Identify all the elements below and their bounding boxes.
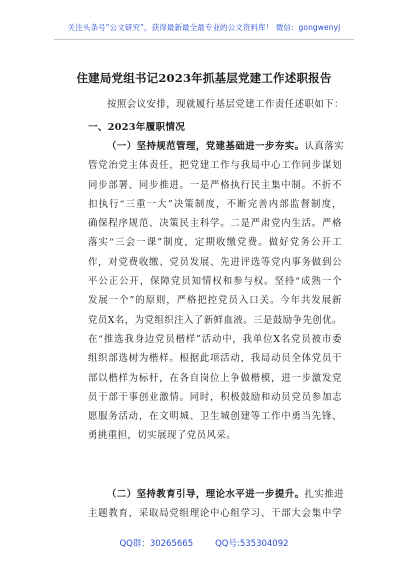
subsection-1-line: 同步部署、同步推进。一是严格执行民主集中制。不折不 [88, 179, 342, 191]
subsection-1-paragraph [88, 137, 345, 446]
document-title: 住建局党组书记2023年抓基层党建工作述职报告 [76, 71, 332, 85]
footer-qq-number: QQ号:535304092 [215, 539, 289, 549]
subsection-1-line: 勇挑重担，切实展现了党员风采。 [88, 430, 237, 442]
subsection-1-line: 部以楷样为标杆，在各自岗位上争做楷模，进一步激发党 [88, 372, 342, 384]
subsection-1-line: 落实“三会一课”制度，定期收缴党费。做好党务公开工 [88, 237, 342, 249]
subsection-1-line: 发展一个”的原则，严格把控党员入口关。今年共发展新 [88, 295, 342, 307]
subsection-1-line: 愿服务活动，在文明城、卫生城创建等工作中勇当先锋、 [88, 411, 342, 423]
subsection-1-line: 在“推选我身边党员楷样”活动中，我单位X名党员被市委 [88, 333, 342, 345]
subsection-2-line: 扎实推进 [304, 489, 345, 500]
footer-contact [0, 537, 408, 549]
subsection-1-line: 平公正公开，保障党员知情权和参与权。坚持“成熟一个 [88, 276, 342, 288]
subsection-1-line: 作，对党费收缴、党员发展、先进评选等党内事务做到公 [88, 256, 342, 268]
subsection-1-line: 确保程序规范、决策民主科学。二是严肃党内生活。严格 [88, 218, 342, 230]
subsection-1-line: 组织部选树为楷样。根据此项活动，我局动员全体党员干 [88, 353, 342, 365]
subsection-1-heading: （一）坚持规范管理，党建基础进一步夯实。 [107, 141, 305, 152]
subsection-1-line: 管党治党主体责任，把党建工作与我局中心工作同步谋划 [88, 160, 342, 172]
subsection-2-line: 主题教育，采取局党组理论中心组学习、干部大会集中学 [88, 508, 342, 520]
section-heading: 一、2023年履职情况 [88, 122, 186, 133]
header-divider [54, 39, 354, 40]
subsection-2-paragraph [88, 485, 345, 524]
subsection-1-first-line [88, 137, 345, 156]
subsection-1-line: 认真落实 [304, 141, 345, 152]
top-banner: 关注头条号“公文研究”，获得最新最全最专业的公文资料库！ 微信：gongwenyj [67, 23, 341, 32]
subsection-2-heading: （二）坚持教育引导，理论水平进一步提升。 [107, 489, 305, 500]
subsection-1-line: 扣执行“三重一大”决策制度，不断完善内部监督制度， [88, 198, 342, 210]
subsection-1-line: 党员X名，为党组织注入了新鲜血液。三是鼓励争先创优。 [88, 314, 343, 326]
subsection-1-line: 员干部干事创业激情。同时，积极鼓励和动员党员参加志 [88, 391, 342, 403]
subsection-2-first-line [88, 485, 345, 504]
intro-paragraph: 按照会议安排，现就履行基层党建工作责任述职如下： [107, 99, 345, 110]
footer-qq-group: QQ群：30265665 [119, 539, 194, 549]
